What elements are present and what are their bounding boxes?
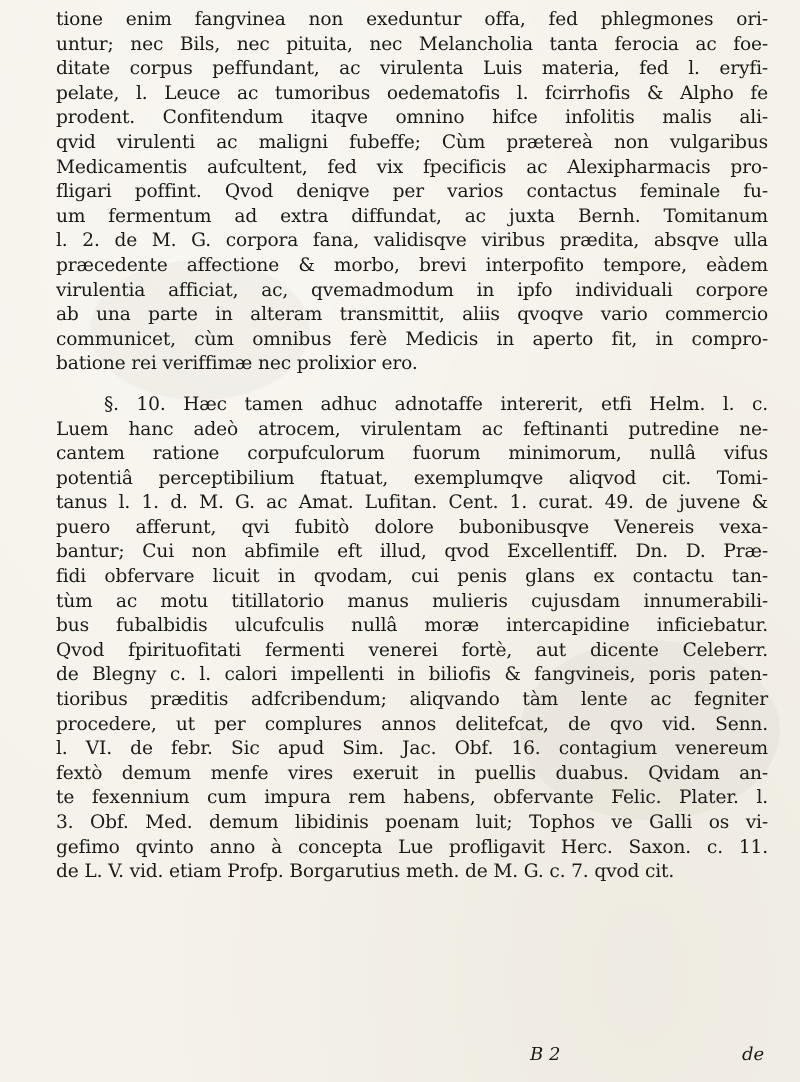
text-line: um fermentum ad extra diffundat, ac juxta Bernh. Tomitanum <box>56 205 768 227</box>
text-line: prodent. Confitendum itaqve omnino hifce infolitis malis ali- <box>56 107 768 129</box>
text-line: Qvod fpirituofitati fermenti venerei fortè, aut dicente Celeberr. <box>56 639 768 661</box>
text-line: præcedente affectione & morbo, brevi interpofito tempore, eàdem <box>56 254 768 276</box>
text-line: Medicamentis aufcultent, fed vix fpecificis ac Alexipharmacis pro- <box>56 156 768 178</box>
text-line: pelate, l. Leuce ac tumoribus oedematofis l. fcirrhofis & Alpho fe <box>56 82 768 104</box>
text-line: bantur; Cui non abfimile eft illud, qvod Excellentiff. Dn. D. Præ- <box>56 541 768 563</box>
text-line: cantem ratione corpufculorum fuorum minimorum, nullâ vifus <box>56 443 768 465</box>
text-line: qvid virulenti ac maligni fubeffe; Cùm prætereà non vulgaribus <box>56 131 768 153</box>
text-line: potentiâ perceptibilium ftatuat, exemplumqve aliqvod cit. Tomi- <box>56 467 768 489</box>
paragraph-1 <box>56 8 768 377</box>
text-line: bus fubalbidis ulcufculis nullâ moræ intercapidine inficiebatur. <box>56 615 768 637</box>
text-line: communicet, cùm omnibus ferè Medicis in aperto fit, in compro- <box>56 328 768 350</box>
text-line: tione enim fangvinea non exeduntur offa, fed phlegmones ori- <box>56 9 768 30</box>
text-line: tanus l. 1. d. M. G. ac Amat. Lufitan. Cent. 1. curat. 49. de juvene & <box>56 492 768 514</box>
text-line: §. 10. Hæc tamen adhuc adnotaffe intererit, etfi Helm. l. c. <box>104 393 768 415</box>
text-line: te fexennium cum impura rem habens, obfervante Felic. Plater. l. <box>56 787 768 809</box>
text-line: tùm ac motu titillatorio manus mulieris cujusdam innumerabili- <box>56 590 768 612</box>
text-line: procedere, ut per complures annos delitefcat, de qvo vid. Senn. <box>56 713 768 735</box>
text-line: l. 2. de M. G. corpora fana, validisqve viribus prædita, absqve ulla <box>56 230 768 252</box>
body-text <box>56 8 768 885</box>
text-line: ab una parte in alteram transmittit, aliis qvoqve vario commercio <box>56 304 768 326</box>
text-line: l. VI. de febr. Sic apud Sim. Jac. Obf. 16. contagium venereum <box>56 738 768 760</box>
text-line: Luem hanc adeò atrocem, virulentam ac feftinanti putredine ne- <box>56 418 768 440</box>
text-line: ditate corpus peffundant, ac virulenta Luis materia, fed l. eryfi- <box>56 58 768 80</box>
text-line: fidi obfervare licuit in qvodam, cui penis glans ex contactu tan- <box>56 566 768 588</box>
text-line: untur; nec Bils, nec pituita, nec Melancholia tanta ferocia ac foe- <box>56 33 768 55</box>
paragraph-2 <box>56 393 768 885</box>
text-line: de L. V. vid. etiam Profp. Borgarutius meth. de M. G. c. 7. qvod cit. <box>56 861 675 883</box>
text-line: fligari poffint. Qvod deniqve per varios contactus feminale fu- <box>56 181 768 203</box>
text-line: tioribus præditis adfcribendum; aliqvando tàm lente ac fegniter <box>56 689 768 711</box>
text-line: 3. Obf. Med. demum libidinis poenam luit; Tophos ve Galli os vi- <box>56 812 768 833</box>
catchword: de <box>742 1044 765 1065</box>
text-line: puero afferunt, qvi fubitò dolore bubonibusqve Venereis vexa- <box>56 516 768 538</box>
text-line: batione rei veriffimæ nec prolixior ero. <box>56 353 418 375</box>
signature-mark: B 2 <box>530 1044 561 1065</box>
text-line: gefimo qvinto anno à concepta Lue profligavit Herc. Saxon. c. 11. <box>56 836 768 858</box>
paragraph-gap <box>56 377 768 393</box>
text-line: virulentia afficiat, ac, qvemadmodum in ipfo individuali corpore <box>56 279 768 301</box>
text-line: de Blegny c. l. calori impellenti in biliofis & fangvineis, poris paten- <box>56 664 768 686</box>
text-line: fextò demum menfe vires exeruit in puellis duabus. Qvidam an- <box>56 762 768 784</box>
